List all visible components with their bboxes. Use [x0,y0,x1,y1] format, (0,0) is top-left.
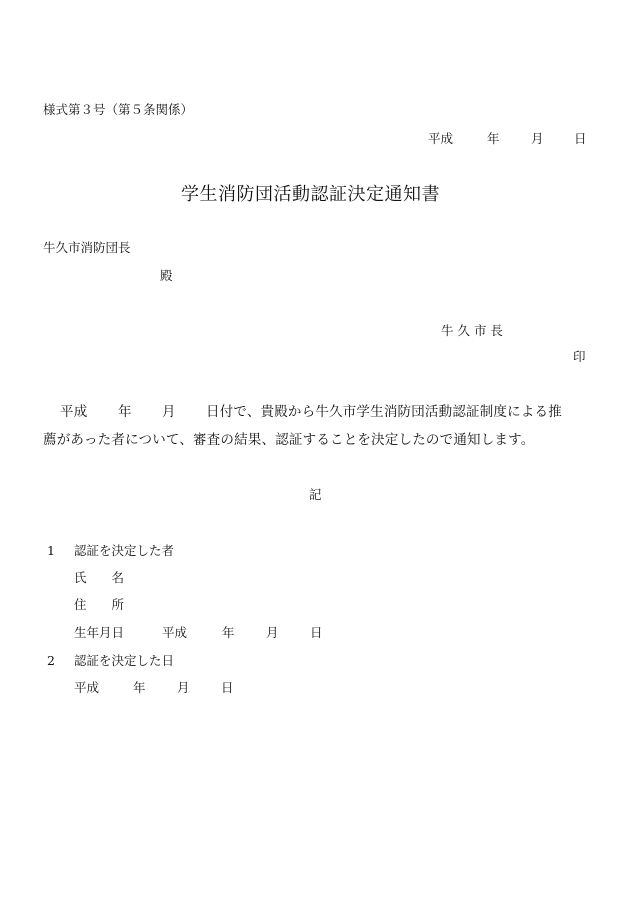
body-line-2: 薦があった者について、審査の結果、認証することを決定したので通知します。 [43,432,535,448]
item-1-number: 1 [47,543,55,558]
body-era: 平成 [60,404,88,420]
issue-date-era: 平成 [428,131,454,146]
form-number-label: 様式第３号（第５条関係） [43,102,194,117]
issue-date-year: 年 [487,131,500,146]
document-title: 学生消防団活動認証決定通知書 [181,184,440,205]
body-month: 月 [162,404,176,420]
birthdate-day: 日 [310,625,323,640]
decision-date-era: 平成 [74,680,100,695]
body-year: 年 [118,404,132,420]
birthdate-year: 年 [222,625,235,640]
addressee-org: 牛久市消防団長 [43,240,131,255]
addressee-honorific: 殿 [160,268,173,283]
birthdate-label: 生年月日 [74,625,125,640]
item-2-label: 認証を決定した日 [74,653,175,668]
issue-date-month: 月 [531,131,544,146]
issuer-name: 牛 久 市 長 [441,323,503,338]
item-1-label: 認証を決定した者 [74,543,175,558]
name-field-label: 氏 名 [74,570,125,585]
birthdate-era: 平成 [162,625,188,640]
ki-heading: 記 [309,487,322,502]
body-line-1: 日付で、貴殿から牛久市学生消防団活動認証制度による推 [206,404,562,420]
address-field-label: 住 所 [74,597,125,612]
birthdate-month: 月 [266,625,279,640]
issue-date-day: 日 [574,131,587,146]
item-2-number: 2 [47,653,55,668]
seal-mark: 印 [573,349,586,364]
decision-date-year: 年 [133,680,146,695]
decision-date-month: 月 [177,680,190,695]
decision-date-day: 日 [221,680,234,695]
